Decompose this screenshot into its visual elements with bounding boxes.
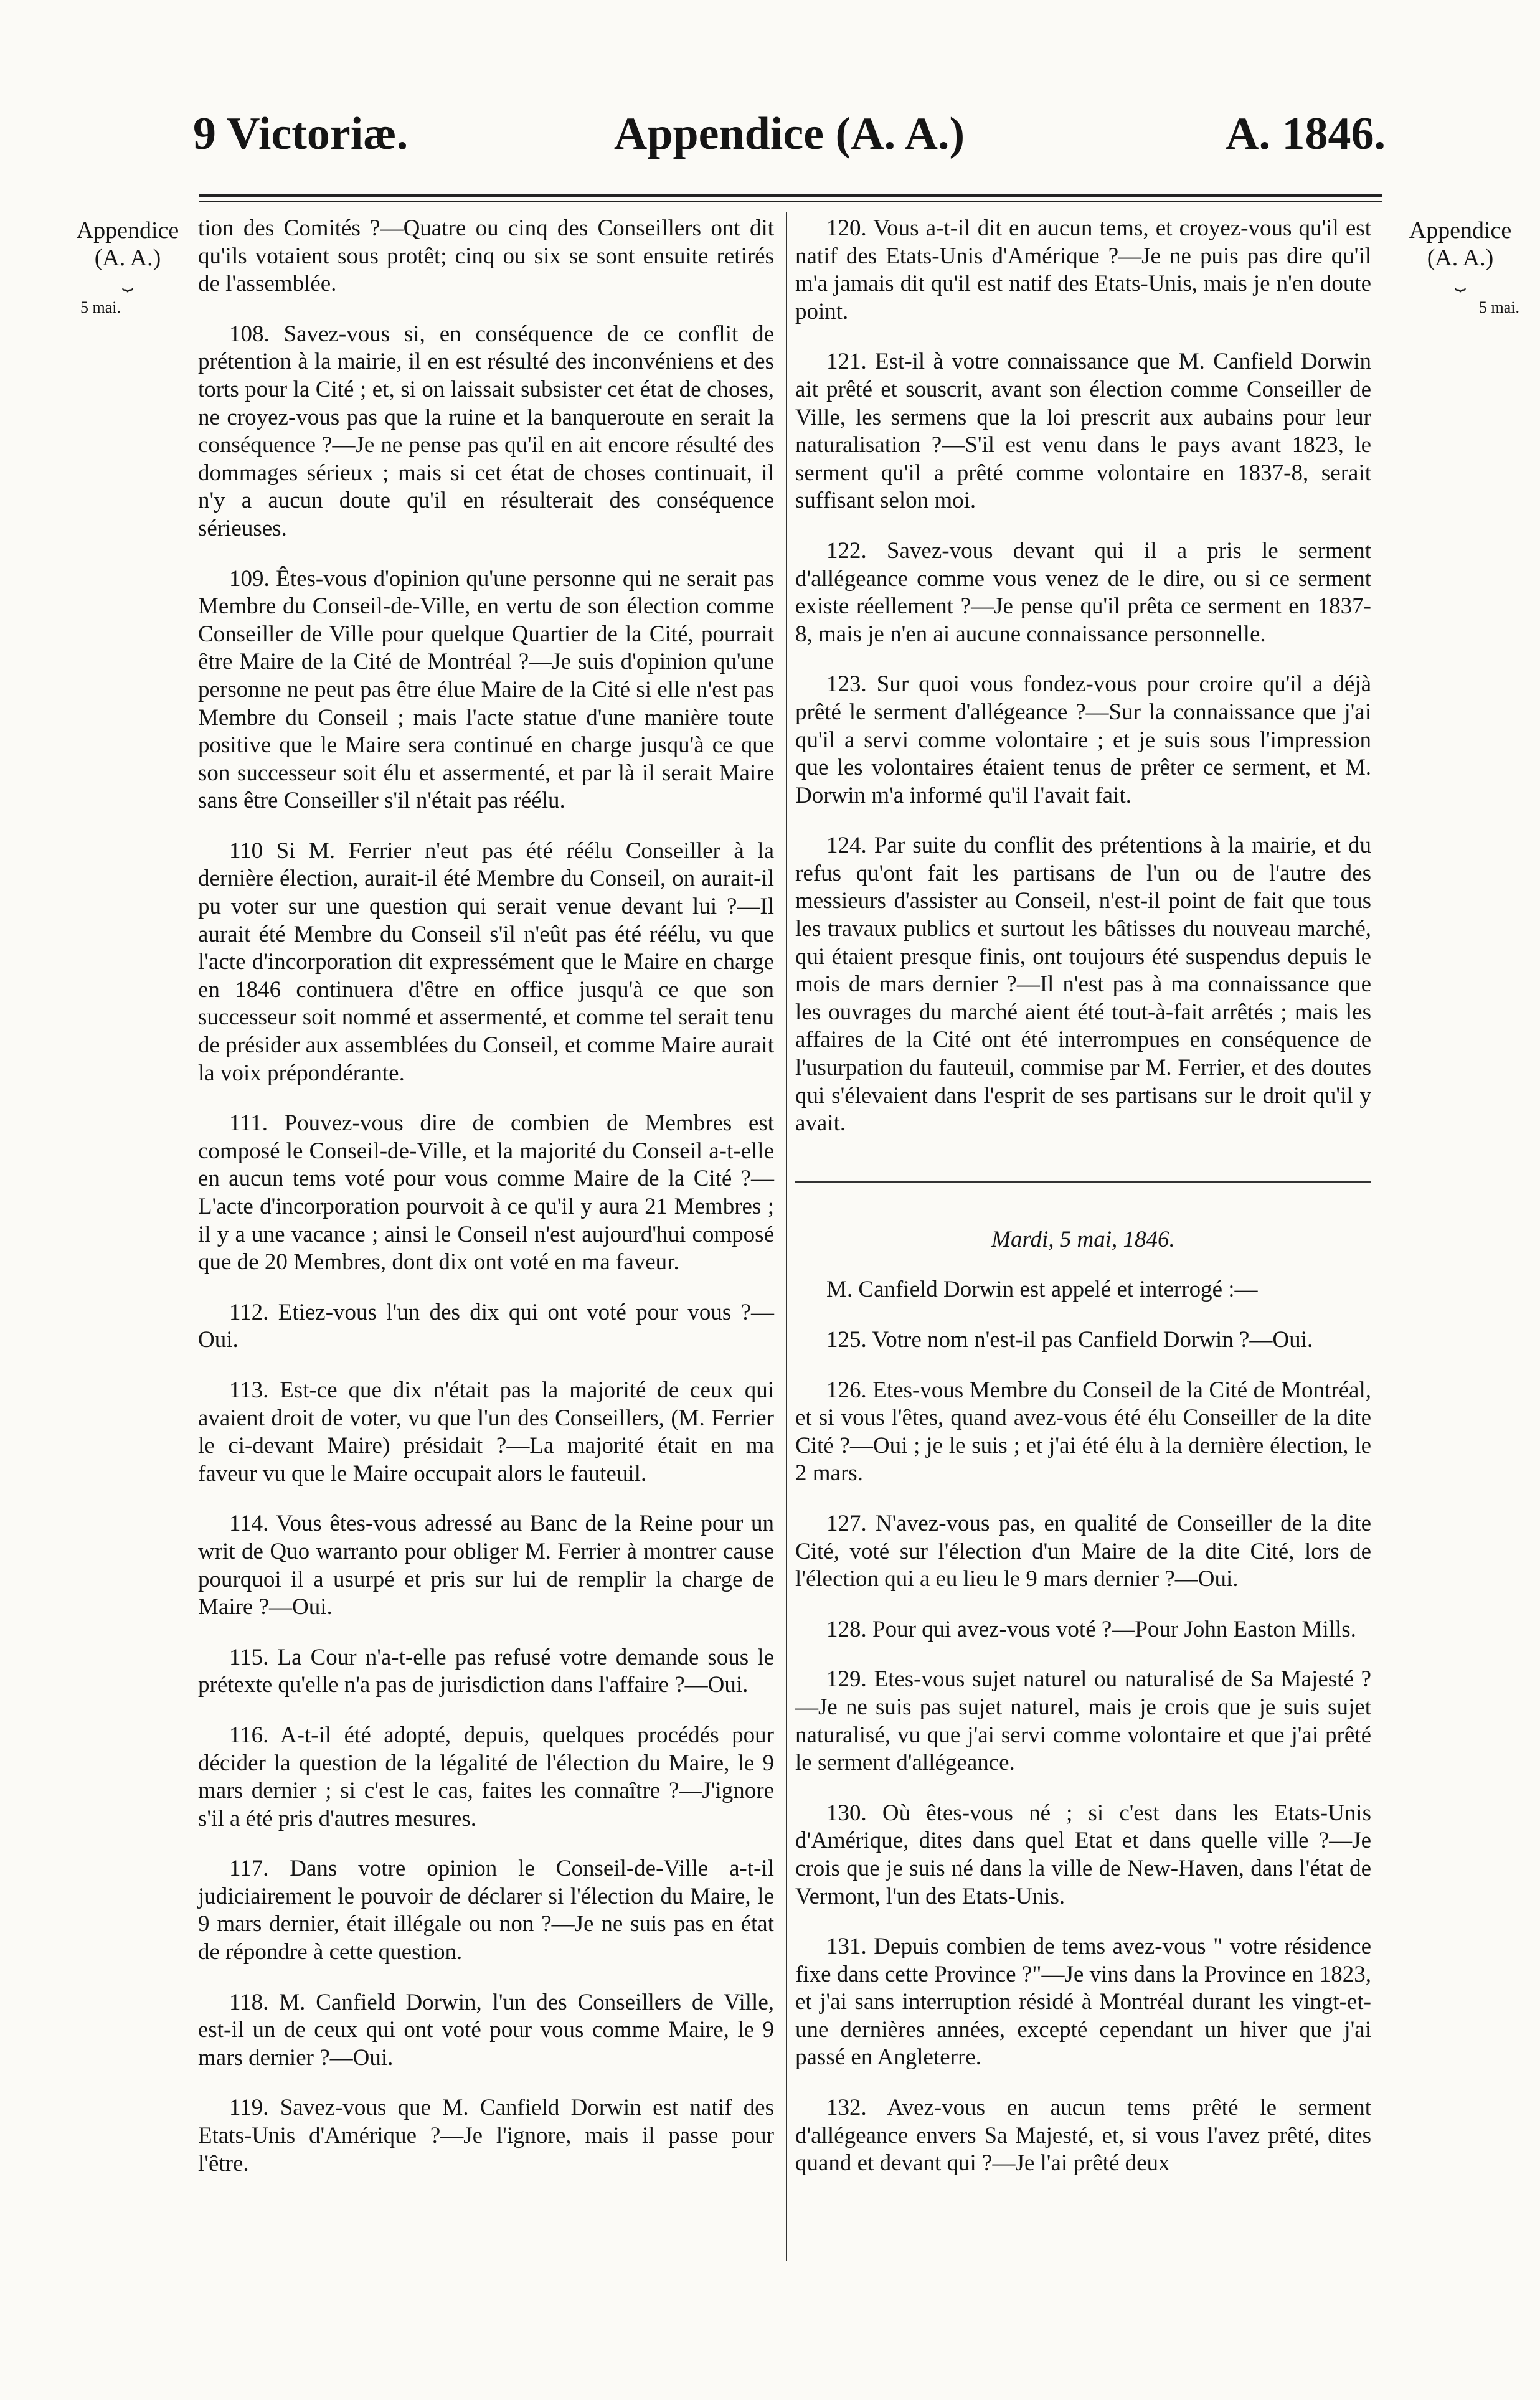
paragraph: 112. Etiez-vous l'un des dix qui ont voté pour vous ?—Oui.	[198, 1299, 774, 1353]
paragraph: 110 Si M. Ferrier n'eut pas été réélu Conseiller à la dernière élection, aurait-il été Membre du Conseil, on aurait-il pu voter sur une question qui serait venue devant lui ?—Il aurait été Membre du Conseil s'il n'eût pas été réélu, vu que l'acte d'incorporation dit expressément que le Maire en charge en 1846 continuera d'être en office jusqu'à ce que son successeur soit nommé et assermenté, et comme tel serait tenu de présider aux assemblées du Conseil, et comme Maire aurait la voix prépondérante.	[198, 838, 774, 1086]
header-year: A. 1846.	[1226, 108, 1386, 159]
right-margin-note	[1395, 217, 1526, 320]
paragraph: 130. Où êtes-vous né ; si c'est dans les Etats-Unis d'Amérique, dites dans quel Etat et dans quelle ville ?—Je crois que je suis né dans la ville de New-Haven, dans l'état de Vermont, l'un des Etats-Unis.	[795, 1800, 1371, 1909]
paragraph: 117. Dans votre opinion le Conseil-de-Ville a-t-il judiciairement le pouvoir de déclarer si l'élection du Maire, le 9 mars dernier, était illégale ou non ?—Je ne suis pas en état de répondre à cette question.	[198, 1856, 774, 1965]
paragraph: 116. A-t-il été adopté, depuis, quelques procédés pour décider la question de la légalité de l'élection du Maire, le 9 mars dernier ; si c'est le cas, faites les connaître ?—J'ignore s'il a été pris d'autres mesures.	[198, 1722, 774, 1831]
paragraph: 108. Savez-vous si, en conséquence de ce conflit de prétention à la mairie, il en est résulté des inconvéniens et des torts pour la Cité ; et, si on laissait subsister cet état de choses, ne croyez-vous pas que la ruine et la banqueroute en serait la conséquence ?—Je ne pense pas qu'il en ait encore résulté des dommages sérieux ; mais si cet état de choses continuait, il n'y a aucun doute qu'il en résulterait des conséquence sérieuses.	[198, 321, 774, 541]
paragraph: 132. Avez-vous en aucun tems prêté le serment d'allégeance envers Sa Majesté, et, si vous l'avez prêté, dites quand et devant qui ?—Je l'ai prêté deux	[795, 2095, 1371, 2176]
margin-appendix-label: Appendice	[76, 217, 179, 243]
paragraph: 119. Savez-vous que M. Canfield Dorwin est natif des Etats-Unis d'Amérique ?—Je l'ignore, mais il passe pour l'être.	[198, 2095, 774, 2176]
paragraph: 128. Pour qui avez-vous voté ?—Pour John Easton Mills.	[826, 1616, 1356, 1642]
paragraph: 124. Par suite du conflit des prétentions à la mairie, et du refus qu'ont fait les partisans de l'un ou de l'autre des messieurs d'assister au Conseil, n'est-il point de fait que tous les travaux publics et surtout les bâtisses du nouveau marché, qui étaient presque finis, ont toujours été suspendus depuis le mois de mars dernier ?—Il n'est pas à ma connaissance que les ouvrages du marché aient été tout-à-fait arrêtés ; mais les affaires de la Cité ont été interrompues en conséquence de l'usurpation du fauteuil, commise par M. Ferrier, et des doutes qui s'élevaient dans l'esprit de ses partisans sur le droit qu'il y avait.	[795, 833, 1371, 1136]
paragraph: 131. Depuis combien de tems avez-vous " votre résidence fixe dans cette Province ?"—Je vins dans la Province en 1823, et j'ai sans interruption résidé à Montréal durant les vingt-et-une dernières années, excepté cependant un hiver que j'ai passé en Angleterre.	[795, 1934, 1371, 2071]
paragraph: 129. Etes-vous sujet naturel ou naturalisé de Sa Majesté ?—Je ne suis pas sujet naturel, mais je crois que je suis sujet naturalisé, vu que j'ai servi comme volontaire et que j'ai prêté le serment d'allégeance.	[795, 1666, 1371, 1776]
header-rule-thin	[199, 201, 1382, 202]
session-date-text: Mardi, 5 mai, 1846.	[991, 1226, 1175, 1252]
left-margin-note	[65, 217, 190, 320]
margin-date: 5 mai.	[80, 298, 121, 316]
header-regnal-year: 9 Victoriæ.	[193, 108, 409, 159]
paragraph: 118. M. Canfield Dorwin, l'un des Conseillers de Ville, est-il un de ceux qui ont voté pour vous comme Maire, le 9 mars dernier ?—Oui.	[198, 1989, 774, 2071]
paragraph: 123. Sur quoi vous fondez-vous pour croire qu'il a déjà prêté le serment d'allégeance ?—Sur la connaissance que j'ai qu'il a servi comme volontaire ; et je suis sous l'impression que les volontaires étaient tenus de prêter ce serment, et M. Dorwin m'a informé qu'il l'avait fait.	[795, 671, 1371, 808]
section-divider	[795, 1181, 1371, 1183]
header-rule-thick	[199, 194, 1382, 197]
right-column	[795, 215, 1371, 2200]
session-date	[795, 1226, 1371, 1254]
paragraph: 120. Vous a-t-il dit en aucun tems, et croyez-vous qu'il est natif des Etats-Unis d'Amérique ?—Je ne puis pas dire qu'il m'a jamais dit qu'il est natif des Etats-Unis, mais je n'en doute point.	[795, 215, 1371, 324]
witness-line: M. Canfield Dorwin est appelé et interrogé :—	[826, 1277, 1258, 1303]
paragraph: 125. Votre nom n'est-il pas Canfield Dorwin ?—Oui.	[826, 1327, 1313, 1353]
paragraph: 109. Êtes-vous d'opinion qu'une personne qui ne serait pas Membre du Conseil-de-Ville, en vertu de son élection comme Conseiller de Ville pour quelque Quartier de la Cité, pourrait être Maire de la Cité de Montréal ?—Je suis d'opinion qu'une personne ne peut pas être élue Maire de la Cité si elle n'est pas Membre du Conseil ; mais l'acte statue d'une manière toute positive que le Maire sera continué en charge jusqu'à ce que son successeur soit élu et assermenté, et par là il serait Maire sans être Conseiller s'il n'était pas réélu.	[198, 565, 774, 814]
paragraph: 115. La Cour n'a-t-elle pas refusé votre demande sous le prétexte qu'elle n'a pas de jurisdiction dans l'affaire ?—Oui.	[198, 1644, 774, 1698]
header-title: Appendice (A. A.)	[613, 108, 965, 159]
paragraph: 113. Est-ce que dix n'était pas la majorité de ceux qui avaient droit de voter, vu que l'un des Conseillers, (M. Ferrier le ci-devant Maire) présidait ?—La majorité était en ma faveur vu que le Maire occupait alors le fauteuil.	[198, 1377, 774, 1486]
margin-appendix-label: Appendice	[1409, 217, 1512, 243]
paragraph: 111. Pouvez-vous dire de combien de Membres est composé le Conseil-de-Ville, et la majorité du Conseil a-t-elle en aucun tems voté pour vous comme Maire de la Cité ?—L'acte d'incorporation pourvoit à ce qu'il y aura 21 Membres ; il y a une vacance ; ainsi le Conseil n'est aujourd'hui composé que de 20 Membres, dont dix ont voté en ma faveur.	[198, 1110, 774, 1275]
paragraph: 126. Etes-vous Membre du Conseil de la Cité de Montréal, et si vous l'êtes, quand avez-vous été élu Conseiller de la dite Cité ?—Oui ; je le suis ; et j'ai été élu à la dernière élection, le 2 mars.	[795, 1377, 1371, 1486]
brace-icon: ⏟	[1455, 270, 1466, 291]
brace-icon: ⏟	[122, 270, 133, 291]
margin-appendix-code: (A. A.)	[1427, 245, 1494, 271]
margin-date: 5 mai.	[1479, 298, 1519, 316]
page-header	[193, 106, 1386, 174]
paragraph: 114. Vous êtes-vous adressé au Banc de la Reine pour un writ de Quo warranto pour obliger M. Ferrier à montrer cause pourquoi il a usurpé et pris sur lui de remplir la charge de Maire ?—Oui.	[198, 1511, 774, 1620]
margin-appendix-code: (A. A.)	[94, 245, 161, 271]
paragraph: 127. N'avez-vous pas, en qualité de Conseiller de la dite Cité, voté sur l'élection d'un Maire de la dite Cité, lors de l'élection qui a eu lieu le 9 mars dernier ?—Oui.	[795, 1510, 1371, 1592]
paragraph: 121. Est-il à votre connaissance que M. Canfield Dorwin ait prêté et souscrit, avant son élection comme Conseiller de Ville, les sermens que la loi prescrit aux aubains pour leur naturalisation ?—S'il est venu dans le pays avant 1823, le serment qu'il a prêté comme volontaire en 1837-8, serait suffisant selon moi.	[795, 349, 1371, 514]
paragraph: tion des Comités ?—Quatre ou cinq des Conseillers ont dit qu'ils votaient sous protêt; cinq ou six se sont ensuite retirés de l'assemblée.	[198, 215, 774, 297]
column-divider	[785, 212, 787, 2261]
paragraph: 122. Savez-vous devant qui il a pris le serment d'allégeance comme vous venez de le dire, ou si ce serment existe réellement ?—Je pense qu'il prêta ce serment en 1837-8, mais je n'en ai aucune connaissance personnelle.	[795, 537, 1371, 647]
left-column	[198, 215, 774, 2200]
